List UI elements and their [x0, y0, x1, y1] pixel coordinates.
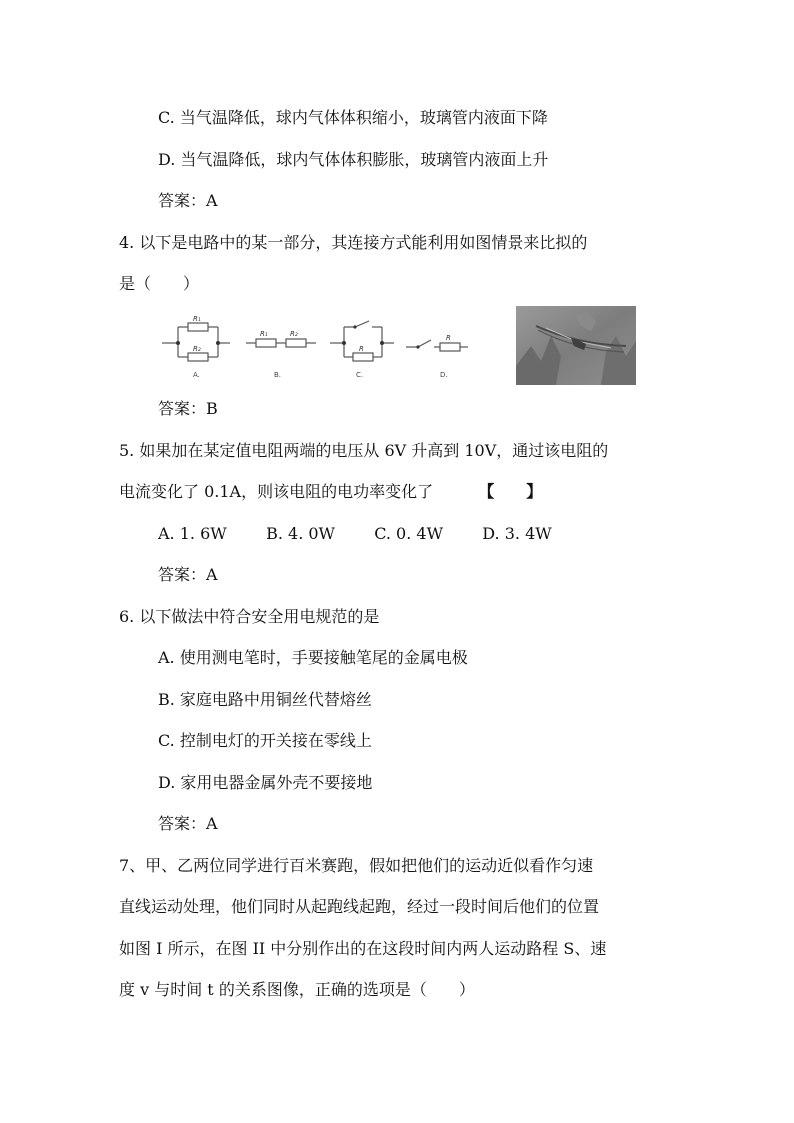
q4-stem-line2: 是（ ） [119, 274, 200, 293]
q5-stem-text: 电流变化了 0.1A，则该电阻的电功率变化了 [119, 482, 434, 501]
q5-stem-line2 [119, 482, 542, 502]
q4-stem-line1: 4. 以下是电路中的某一部分，其连接方式能利用如图情景来比拟的 [119, 233, 588, 252]
q6-option-d: D. 家用电器金属外壳不要接地 [158, 773, 373, 792]
q4-answer: 答案：B [158, 399, 218, 418]
q5-option-b: B. 4. 0W [266, 524, 335, 543]
q3-option-c: C. 当气温降低，球内气体体积缩小，玻璃管内液面下降 [158, 108, 548, 127]
q4-scene-photo [516, 306, 636, 385]
q3-answer: 答案：A [158, 191, 218, 210]
q5-option-a: A. 1. 6W [158, 524, 227, 543]
label-c: C. [356, 371, 364, 379]
q3-option-d: D. 当气温降低，球内气体体积膨胀，玻璃管内液面上升 [158, 150, 549, 169]
q7-stem-line4: 度 v 与时间 t 的关系图像，正确的选项是（ ） [119, 980, 475, 999]
q5-option-c: C. 0. 4W [374, 524, 444, 543]
label-a-r1: R₁ [193, 315, 201, 323]
label-a: A. [193, 371, 200, 379]
q5-answer-bracket: 【 】 [478, 482, 543, 501]
q5-option-d: D. 3. 4W [482, 524, 552, 543]
q5-answer: 答案：A [158, 565, 218, 584]
q7-stem-line3: 如图 I 所示，在图 II 中分别作出的在这段时间内两人运动路程 S、速 [119, 939, 607, 958]
label-b-r1: R₁ [260, 330, 268, 338]
q6-answer: 答案：A [158, 814, 218, 833]
label-b: B. [274, 371, 282, 379]
label-b-r2: R₂ [290, 330, 298, 338]
label-a-r2: R₂ [193, 345, 201, 353]
label-d-r: R [446, 334, 451, 342]
q6-stem: 6. 以下做法中符合安全用电规范的是 [119, 607, 380, 626]
q6-option-c: C. 控制电灯的开关接在零线上 [158, 731, 372, 750]
q4-circuit-diagrams [160, 313, 470, 385]
label-c-r: R [359, 345, 364, 353]
q5-stem-line1: 5. 如果加在某定值电阻两端的电压从 6V 升高到 10V，通过该电阻的 [119, 441, 609, 460]
q7-stem-line1: 7、甲、乙两位同学进行百米赛跑，假如把他们的运动近似看作匀速 [119, 856, 594, 875]
q5-options [158, 524, 552, 544]
q6-option-a: A. 使用测电笔时，手要接触笔尾的金属电极 [158, 648, 468, 667]
q7-stem-line2: 直线运动处理，他们同时从起跑线起跑，经过一段时间后他们的位置 [119, 897, 600, 916]
label-d: D. [440, 371, 448, 379]
q6-option-b: B. 家庭电路中用铜丝代替熔丝 [158, 690, 372, 709]
